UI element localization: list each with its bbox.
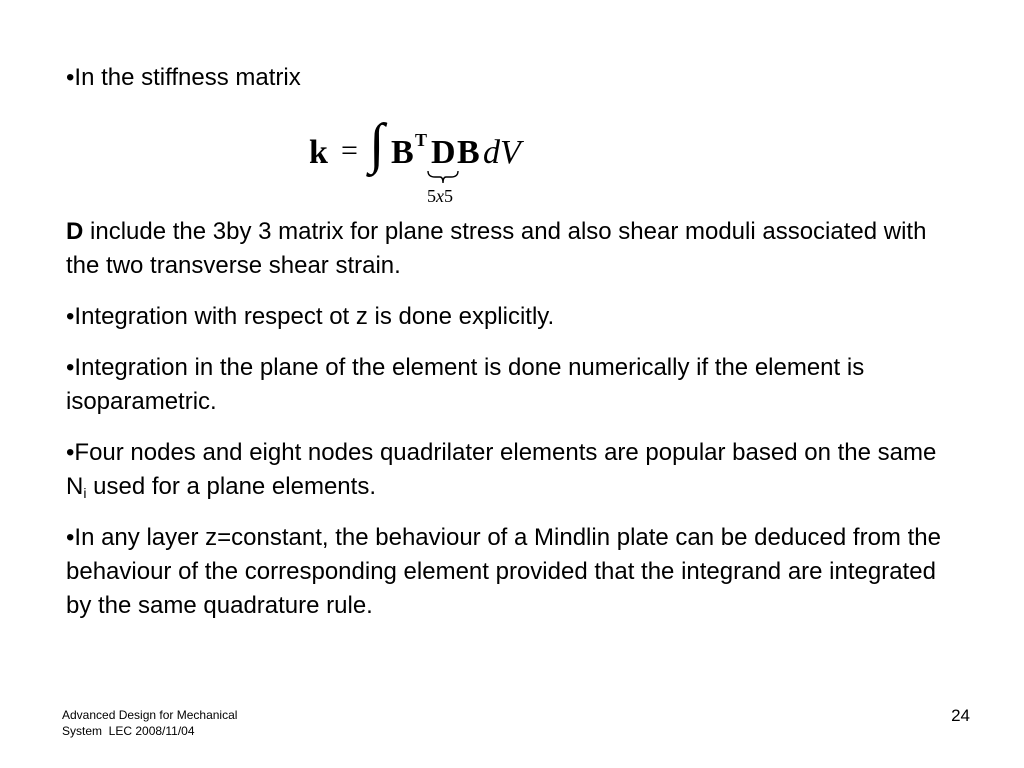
eq-k-symbol: k — [309, 134, 328, 171]
bullet-stiffness-matrix: •In the stiffness matrix — [66, 64, 301, 91]
eq-integral-sign: ∫ — [369, 113, 385, 175]
d-bold-label: D — [66, 218, 84, 245]
b5-text-pre: •Four nodes and eight nodes quadrilater elements are popular based on the same N — [66, 439, 937, 500]
b5-text-post: used for a plane elements. — [86, 473, 376, 500]
bullet-integration-plane: •Integration in the plane of the element is done numerically if the element is isoparametric. — [66, 354, 865, 415]
eq-B-symbol: B — [391, 134, 414, 171]
footer-course-info — [62, 707, 322, 739]
eq-transpose-symbol: T — [415, 130, 428, 150]
eq-dV-symbol: dV — [483, 134, 521, 171]
footer-line-2: System LEC 2008/11/04 — [62, 724, 195, 738]
eq-B2-symbol: B — [457, 134, 480, 171]
eq-under-b: 5 — [444, 186, 453, 206]
eq-under-a: 5 — [427, 186, 436, 206]
eq-D-symbol: D — [431, 134, 456, 171]
d-description: include the 3by 3 matrix for plane stress and also shear moduli associated with the two transverse shear strain. — [66, 218, 927, 279]
eq-under-label — [427, 186, 453, 207]
eq-under-x: x — [436, 186, 444, 206]
stiffness-equation — [305, 113, 565, 218]
paragraph-d-matrix — [66, 215, 946, 283]
page-number: 24 — [951, 706, 970, 725]
footer-line-1: Advanced Design for Mechanical — [62, 708, 238, 722]
bullet-mindlin-plate: •In any layer z=constant, the behaviour of a Mindlin plate can be deduced from the behaviour of the corresponding element provided that the integrand are integrated by the same quadrature rule. — [66, 524, 941, 619]
b5-subscript: i — [83, 485, 87, 501]
bullet-four-eight-nodes — [66, 436, 946, 504]
eq-equals-sign: = — [341, 134, 358, 167]
underbrace-icon — [427, 170, 459, 184]
bullet-integration-z: •Integration with respect ot z is done explicitly. — [66, 303, 555, 330]
